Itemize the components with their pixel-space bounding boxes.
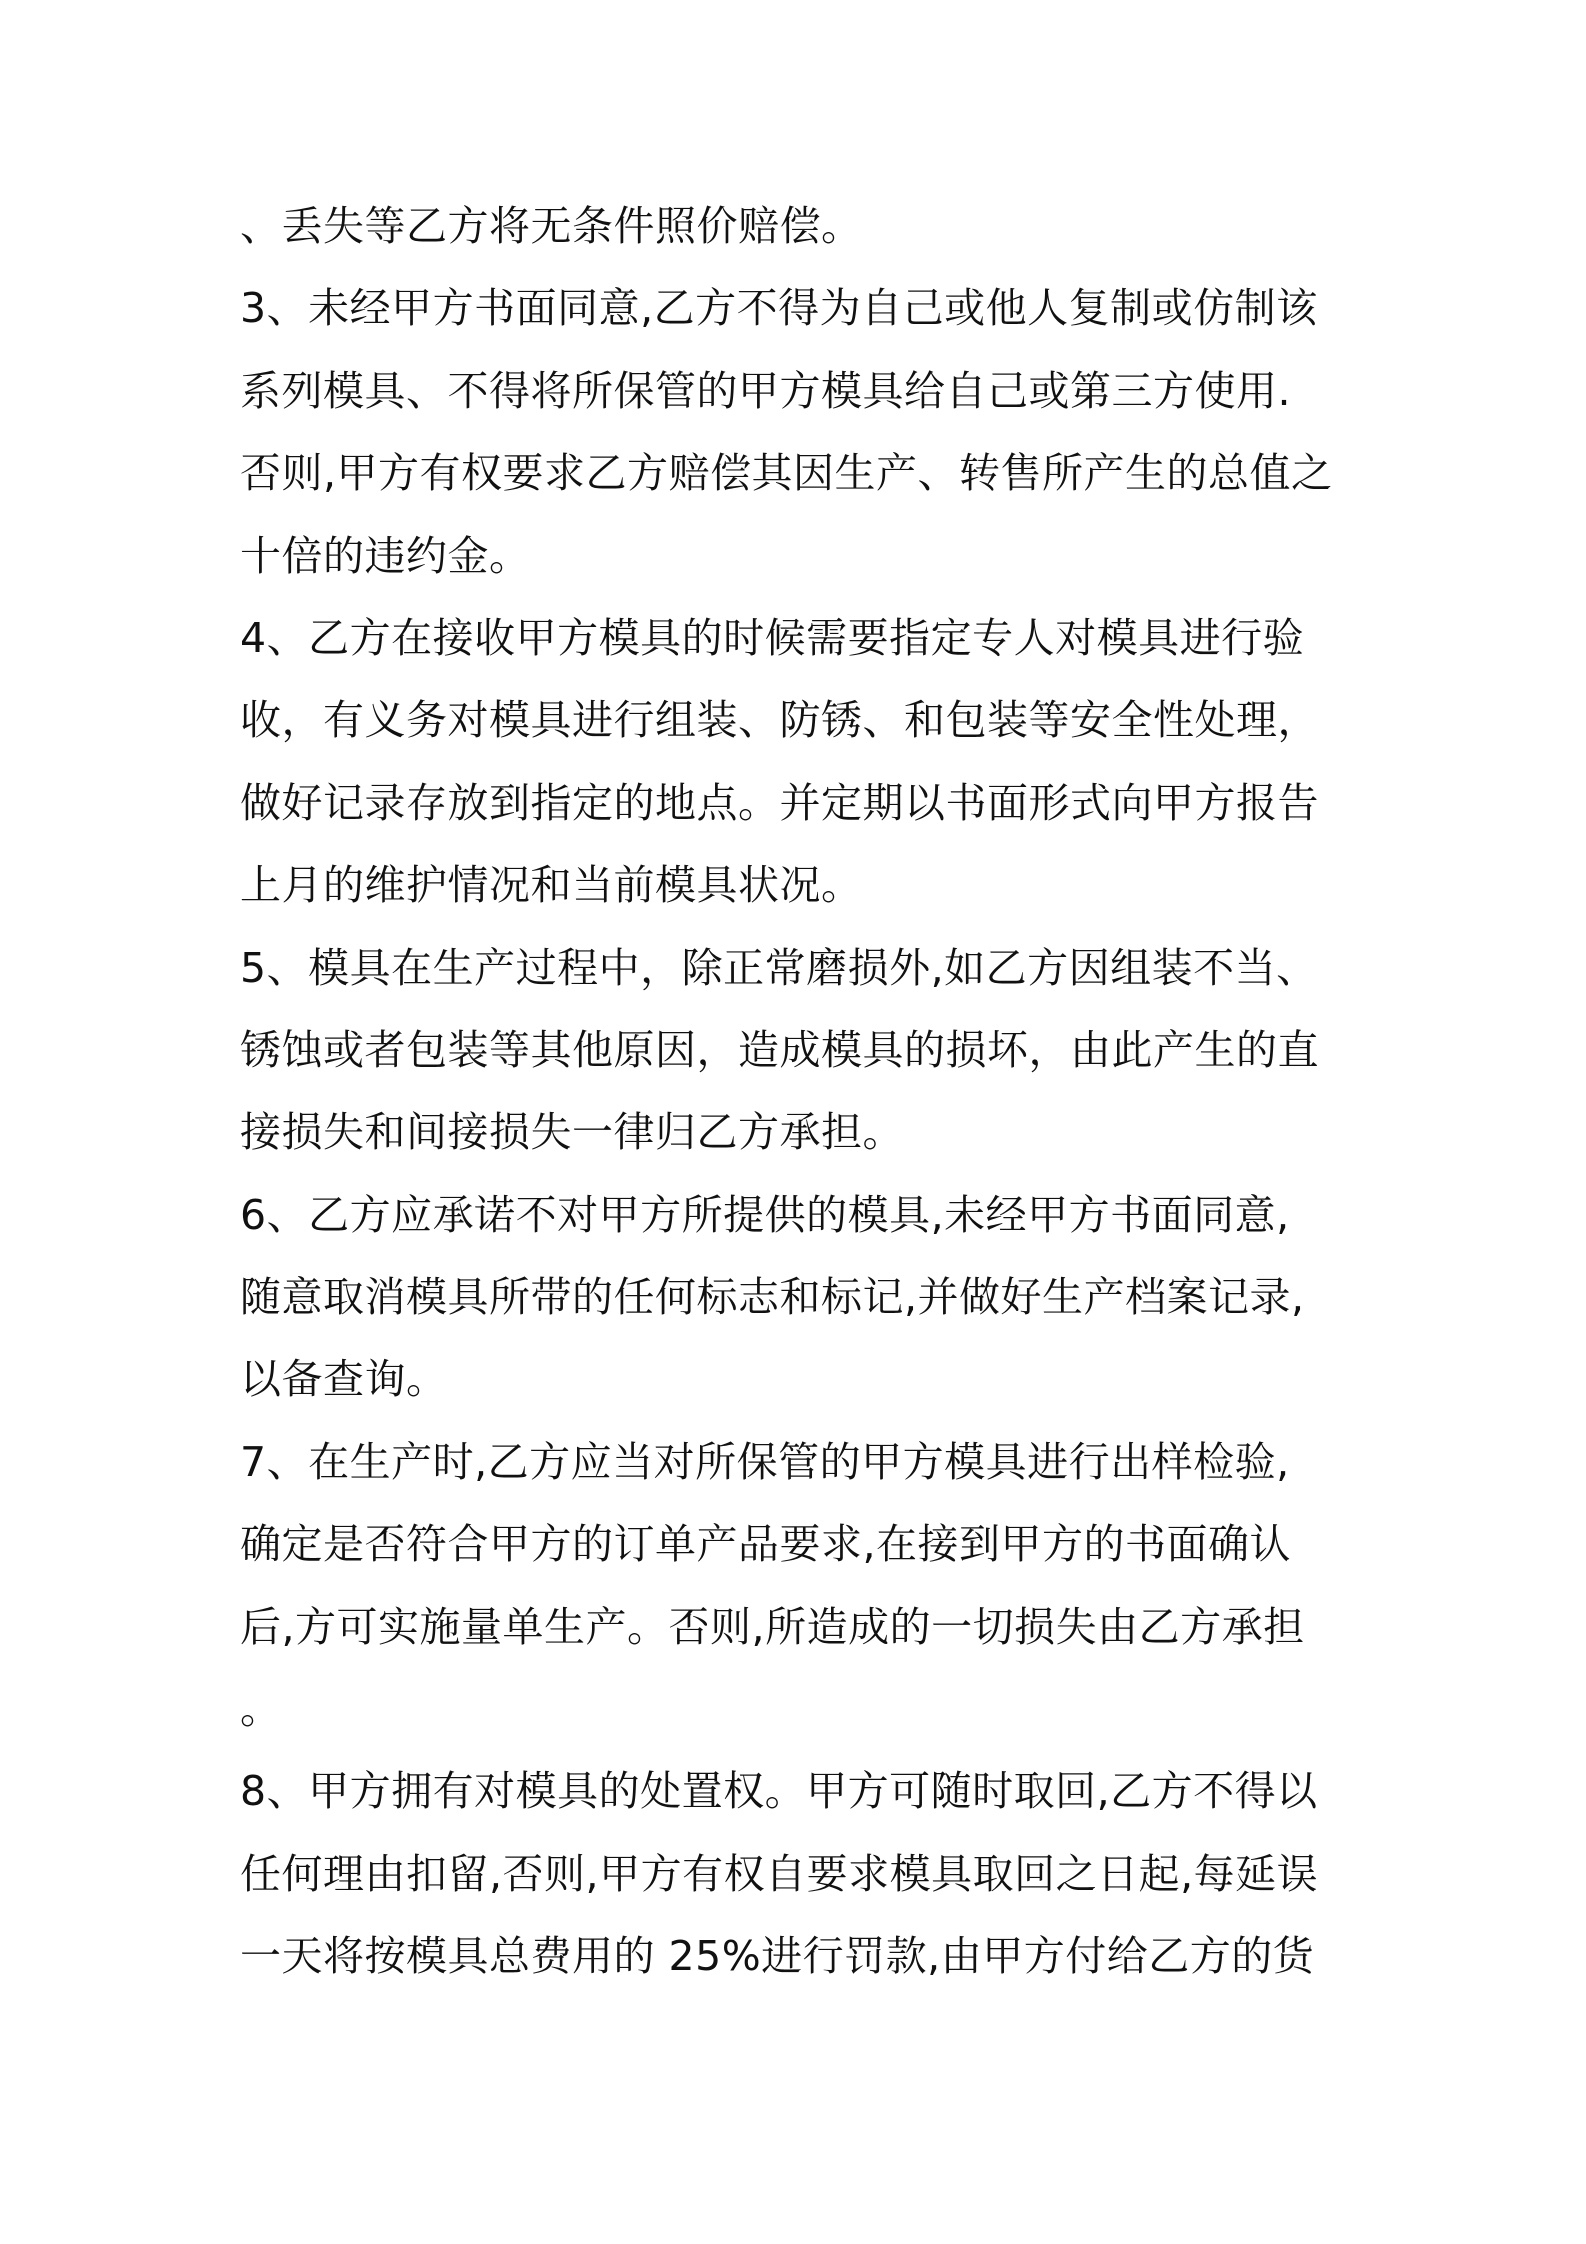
text-line: 。 [240, 1685, 282, 1734]
text-line: 上月的维护情况和当前模具状况。 [240, 861, 863, 910]
text-line: 4、乙方在接收甲方模具的时候需要指定专人对模具进行验 [240, 613, 1305, 662]
text-line: 、丢失等乙方将无条件照价赔偿。 [240, 202, 863, 250]
text-line: 接损失和间接损失一律归乙方承担。 [240, 1108, 904, 1157]
text-line: 后,方可实施量单生产。否则,所造成的一切损失由乙方承担 [240, 1602, 1305, 1651]
text-line: 十倍的违约金。 [240, 531, 531, 580]
text-line: 一天将按模具总费用的 25%进行罚款,由甲方付给乙方的货 [240, 1932, 1315, 1981]
text-line: 7、在生产时,乙方应当对所保管的甲方模具进行出样检验, [240, 1437, 1290, 1486]
text-line: 确定是否符合甲方的订单产品要求,在接到甲方的书面确认 [240, 1520, 1292, 1569]
text-line: 以备查询。 [240, 1355, 448, 1404]
text-line: 随意取消模具所带的任何标志和标记,并做好生产档案记录, [240, 1273, 1305, 1322]
text-line: 6、乙方应承诺不对甲方所提供的模具,未经甲方书面同意, [240, 1190, 1290, 1239]
text-line: 收，有义务对模具进行组装、防锈、和包装等安全性处理， [240, 696, 1319, 745]
text-line: 任何理由扣留,否则,甲方有权自要求模具取回之日起,每延误 [240, 1849, 1319, 1898]
text-line: 5、模具在生产过程中，除正常磨损外,如乙方因组装不当、 [240, 943, 1318, 992]
text-line: 系列模具、不得将所保管的甲方模具给自己或第三方使用. [240, 366, 1292, 415]
text-line: 否则,甲方有权要求乙方赔偿其因生产、转售所产生的总值之 [240, 449, 1333, 498]
text-line: 8、甲方拥有对模具的处置权。甲方可随时取回,乙方不得以 [240, 1767, 1318, 1816]
text-line: 做好记录存放到指定的地点。并定期以书面形式向甲方报告 [240, 778, 1319, 827]
text-line: 3、未经甲方书面同意,乙方不得为自己或他人复制或仿制该 [240, 284, 1318, 333]
text-line: 锈蚀或者包装等其他原因，造成模具的损坏，由此产生的直 [240, 1025, 1319, 1074]
document-body [240, 185, 1360, 1998]
